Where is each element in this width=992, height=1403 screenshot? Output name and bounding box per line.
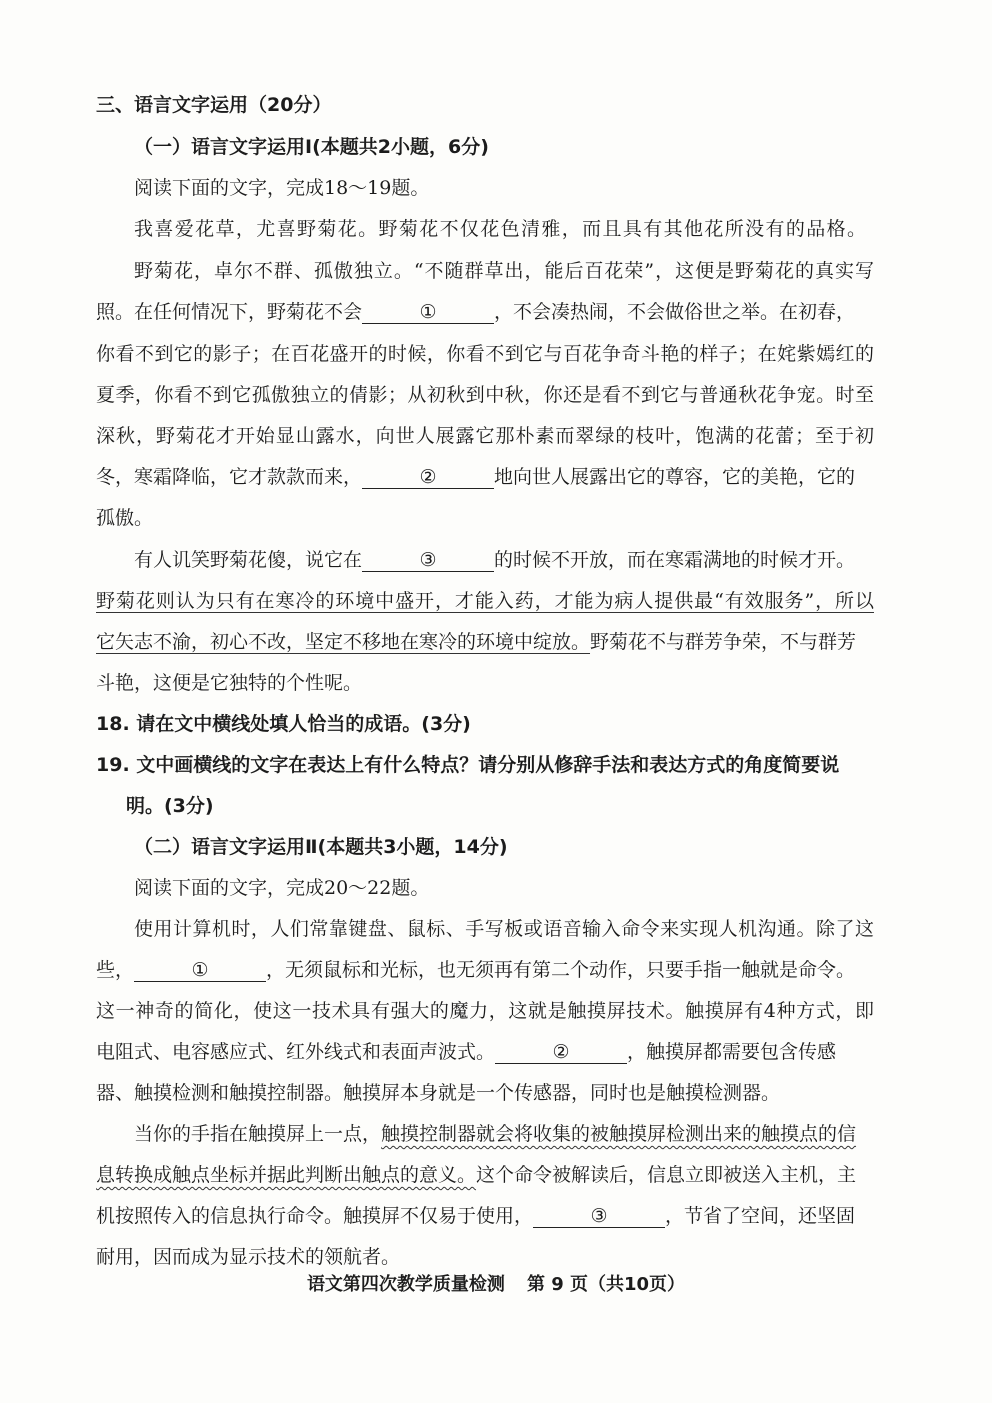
underlined-passage-line: 它矢志不渝，初心不改，坚定不移地在寒冷的环境中绽放。: [96, 631, 591, 653]
passage1-line: 孤傲。: [96, 507, 154, 529]
answer-blank[interactable]: ③: [362, 549, 494, 572]
passage2-line: 当你的手指在触摸屏上一点，触摸控制器就会将收集的被触摸屏检测出来的触摸点的信: [134, 1123, 857, 1145]
answer-blank[interactable]: ①: [362, 301, 494, 324]
passage1-line: 斗艳，这便是它独特的个性呢。: [96, 672, 363, 694]
passage2-line: 电阻式、电容感应式、红外线式和表面声波式。 ② ，触摸屏都需要包含传感: [96, 1041, 837, 1063]
passage2-line: 器、触摸检测和触摸控制器。触摸屏本身就是一个传感器，同时也是触摸检测器。: [96, 1082, 781, 1104]
passage2-line: 机按照传入的信息执行命令。触摸屏不仅易于使用， ③ ，节省了空间，还坚固: [96, 1205, 856, 1227]
answer-blank[interactable]: ②: [362, 466, 494, 489]
passage1-line: 有人讥笑野菊花傻，说它在 ③ 的时候不开放，而在寒霜满地的时候才开。: [134, 549, 856, 571]
passage1-line: 你看不到它的影子；在百花盛开的时候，你看不到它与百花争奇斗艳的样子；在姹紫嫣红的: [96, 343, 874, 365]
part2-instruction: 阅读下面的文字，完成20～22题。: [134, 877, 430, 899]
answer-blank[interactable]: ③: [533, 1205, 665, 1228]
part1-title: （一）语言文字运用Ⅰ(本题共2小题，6分): [134, 136, 489, 158]
passage1-line: 夏季，你看不到它孤傲独立的倩影；从初秋到中秋，你还是看不到它与普通秋花争宠。时至: [96, 384, 874, 406]
passage1-line: 我喜爱花草，尤喜野菊花。野菊花不仅花色清雅，而且具有其他花所没有的品格。: [134, 218, 866, 240]
passage2-line: 使用计算机时，人们常靠键盘、鼠标、手写板或语音输入命令来实现人机沟通。除了这: [134, 918, 874, 940]
passage2-line: 些， ① ，无须鼠标和光标，也无须再有第二个动作，只要手指一触就是命令。: [96, 959, 856, 981]
passage1-line: 它矢志不渝，初心不改，坚定不移地在寒冷的环境中绽放。野菊花不与群芳争荣，不与群芳: [96, 631, 857, 653]
passage1-line: 照。在任何情况下，野菊花不会 ① ，不会凑热闹，不会做俗世之举。在初春，: [96, 301, 856, 323]
page-number: 第 9 页（共10页）: [526, 1274, 686, 1295]
wavy-underlined-text: 息转换成触点坐标并据此判断出触点的意义。: [96, 1164, 477, 1186]
question-19-continued: 明。(3分): [126, 795, 214, 817]
passage2-line: 这一神奇的简化，使这一技术具有强大的魔力，这就是触摸屏技术。触摸屏有4种方式，即: [96, 1000, 874, 1022]
question-18: 18. 请在文中横线处填人恰当的成语。(3分): [96, 713, 471, 735]
wavy-underlined-text: 触摸控制器就会将收集的被触摸屏检测出来的触摸点的信: [381, 1123, 857, 1145]
answer-blank[interactable]: ②: [495, 1041, 627, 1064]
answer-blank[interactable]: ①: [134, 959, 266, 982]
exam-title: 语文第四次教学质量检测: [306, 1274, 505, 1295]
question-19: 19. 文中画横线的文字在表达上有什么特点？请分别从修辞手法和表达方式的角度简要说: [96, 754, 840, 776]
underlined-passage-line: 野菊花则认为只有在寒冷的环境中盛开，才能入药，才能为病人提供最“有效服务”，所以: [96, 590, 874, 612]
page-footer: [0, 1272, 992, 1298]
passage1-line: 野菊花，卓尔不群、孤傲独立。“不随群草出，能后百花荣”，这便是野菊花的真实写: [134, 260, 874, 282]
part1-instruction: 阅读下面的文字，完成18～19题。: [134, 177, 430, 199]
passage1-line: 冬，寒霜降临，它才款款而来， ② 地向世人展露出它的尊容，它的美艳，它的: [96, 466, 856, 488]
section-title: 三、语言文字运用（20分）: [96, 94, 332, 116]
passage1-line: 深秋，野菊花才开始显山露水，向世人展露它那朴素而翠绿的枝叶，饱满的花蕾；至于初: [96, 425, 874, 447]
passage2-line: 耐用，因而成为显示技术的领航者。: [96, 1246, 401, 1268]
part2-title: （二）语言文字运用Ⅱ(本题共3小题，14分): [134, 836, 508, 858]
passage2-line: 息转换成触点坐标并据此判断出触点的意义。这个命令被解读后，信息立即被送入主机，主: [96, 1164, 857, 1186]
